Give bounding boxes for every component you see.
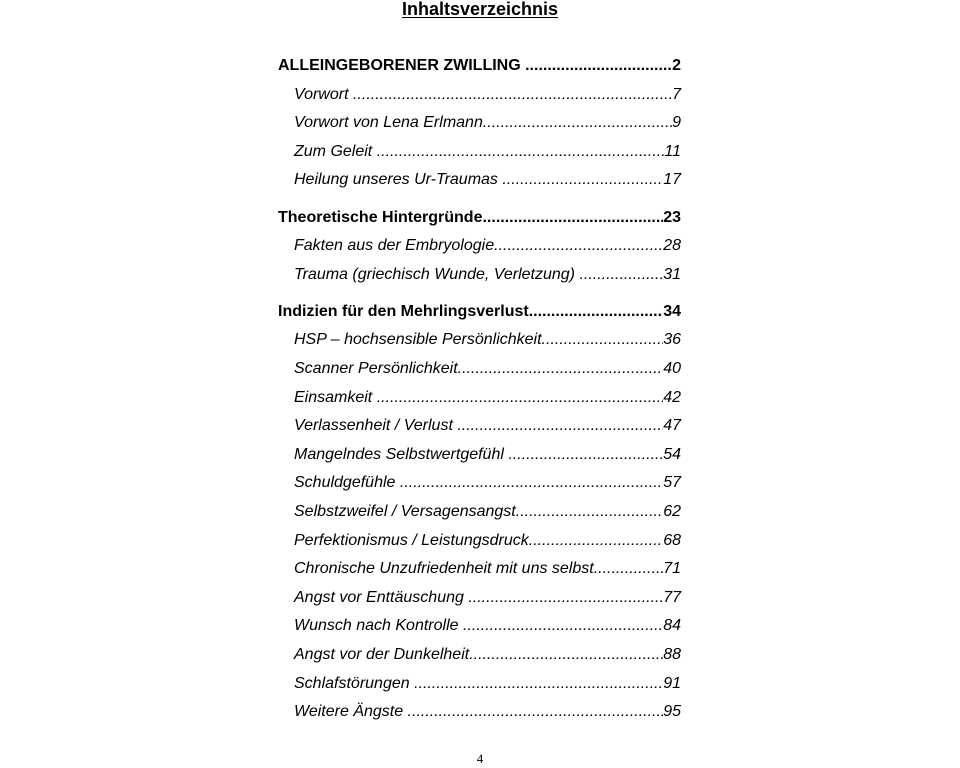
toc-entry-page: 23 (663, 208, 681, 226)
dot-leader (408, 702, 664, 722)
toc-section-entry[interactable] (294, 142, 681, 162)
toc-entry-page: 62 (663, 503, 681, 520)
toc-section-entry[interactable] (294, 616, 681, 636)
toc-entry-label: Angst vor der Dunkelheit (294, 646, 470, 663)
dot-leader (483, 113, 672, 133)
toc-section-entry[interactable] (294, 265, 681, 285)
toc-entry-label: Selbstzweifel / Versagensangst (294, 503, 516, 520)
toc-entry-label: Schlafstörungen (294, 674, 410, 692)
toc-entry-page: 28 (663, 237, 681, 255)
dot-leader (529, 302, 664, 322)
dot-leader (516, 502, 663, 522)
toc-section-entry[interactable] (294, 502, 681, 522)
page-title: Inhaltsverzeichnis (401, 0, 559, 19)
toc-section-entry[interactable] (294, 559, 681, 579)
toc-entry-page: 54 (663, 445, 681, 463)
toc-section-entry[interactable] (294, 531, 681, 551)
toc-entry-page: 2 (672, 57, 681, 74)
toc-entry-label: Trauma (griechisch Wunde, Verletzung) (294, 265, 575, 283)
dot-leader (529, 531, 663, 551)
dot-leader (542, 330, 664, 350)
toc-entry-page: 95 (663, 703, 681, 721)
toc-entry-label: Chronische Unzufriedenheit mit uns selbst (294, 560, 594, 578)
toc-entry-label: Weitere Ängste (294, 703, 404, 721)
toc-entry-label: Wunsch nach Kontrolle (294, 617, 459, 635)
toc-entry-label: HSP – hochsensible Persönlichkeit (294, 331, 542, 349)
dot-leader (353, 85, 672, 105)
dot-leader (525, 56, 672, 76)
toc-section-entry[interactable] (294, 445, 681, 465)
toc-section-entry[interactable] (294, 113, 681, 133)
toc-entry-page: 36 (663, 331, 681, 349)
dot-leader (594, 559, 664, 579)
toc-section-entry[interactable] (294, 170, 681, 190)
toc-entry-label: ALLEINGEBORENER ZWILLING (278, 57, 521, 74)
toc-section-entry[interactable] (294, 702, 681, 722)
toc-entry-page: 68 (663, 531, 681, 549)
dot-leader (377, 142, 665, 162)
dot-leader (468, 588, 663, 608)
toc-section-entry[interactable] (294, 473, 681, 493)
dot-leader (463, 616, 663, 636)
toc-entry-page: 91 (663, 674, 681, 692)
dot-leader (494, 236, 663, 256)
toc-entry-page: 34 (663, 302, 681, 320)
dot-leader (457, 416, 663, 436)
dot-leader (502, 170, 663, 190)
toc-section-entry[interactable] (294, 359, 681, 379)
dot-leader (508, 445, 663, 465)
toc-entry-label: Vorwort von Lena Erlmann (294, 114, 483, 132)
toc-entry-label: Verlassenheit / Verlust (294, 417, 453, 435)
dot-leader (377, 388, 664, 408)
toc-section-entry[interactable] (294, 330, 681, 350)
dot-leader (482, 208, 663, 228)
toc-entry-label: Fakten aus der Embryologie (294, 237, 495, 255)
toc-entry-label: Einsamkeit (294, 388, 373, 406)
toc-section-entry[interactable] (294, 388, 681, 408)
toc-entry-label: Indizien für den Mehrlingsverlust (278, 302, 529, 320)
toc-entry-page: 9 (672, 114, 681, 132)
toc-entry-page: 11 (664, 142, 681, 160)
toc-entry-page: 77 (663, 588, 681, 606)
toc-entry-label: Theoretische Hintergründe (278, 208, 483, 226)
dot-leader (400, 473, 663, 493)
toc-entry-label: Heilung unseres Ur-Traumas (294, 171, 498, 189)
dot-leader (414, 674, 663, 694)
toc-entry-page: 47 (663, 417, 681, 435)
toc-entry-label: Zum Geleit (294, 142, 373, 160)
page-number: 4 (476, 751, 484, 766)
toc-section-entry[interactable] (294, 416, 681, 436)
toc-entry-page: 7 (672, 85, 681, 103)
toc-chapter-entry[interactable] (278, 56, 681, 76)
toc-section-entry[interactable] (294, 674, 681, 694)
dot-leader (458, 359, 664, 379)
dot-leader (579, 265, 663, 285)
toc-chapter-entry[interactable] (278, 302, 681, 322)
toc-entry-label: Schuldgefühle (294, 474, 396, 492)
toc-entry-page: 17 (663, 171, 681, 189)
dot-leader (469, 645, 663, 665)
toc-entry-label: Perfektionismus / Leistungsdruck (294, 531, 529, 549)
toc-section-entry[interactable] (294, 236, 681, 256)
toc-entry-label: Scanner Persönlichkeit (294, 360, 458, 377)
toc-entry-label: Mangelndes Selbstwertgefühl (294, 445, 504, 463)
toc-entry-page: 57 (663, 474, 681, 492)
toc-entry-page: 40 (663, 360, 681, 377)
toc-section-entry[interactable] (294, 85, 681, 105)
toc-entry-label: Vorwort (294, 85, 349, 103)
toc-section-entry[interactable] (294, 645, 681, 665)
toc-entry-page: 31 (663, 265, 681, 283)
table-of-contents (278, 0, 681, 720)
toc-entry-page: 42 (663, 388, 681, 406)
toc-entry-page: 84 (663, 617, 681, 635)
toc-entry-label: Angst vor Enttäuschung (294, 588, 464, 606)
toc-section-entry[interactable] (294, 588, 681, 608)
toc-entry-page: 88 (663, 646, 681, 663)
toc-chapter-entry[interactable] (278, 208, 681, 228)
toc-entry-page: 71 (663, 560, 681, 578)
